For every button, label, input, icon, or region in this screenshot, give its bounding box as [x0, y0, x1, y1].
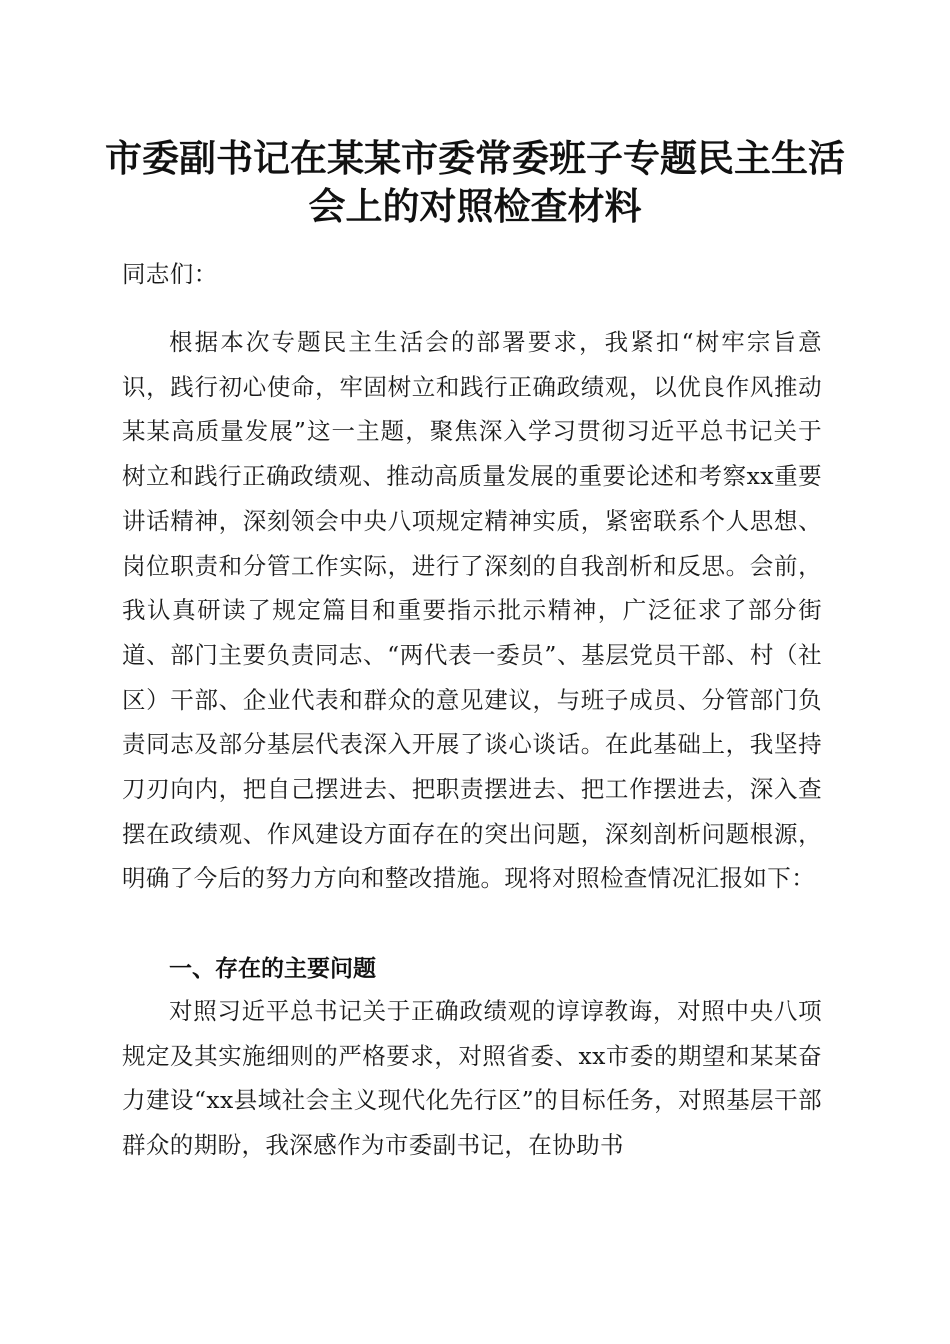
section-heading-main-problems: 一、存在的主要问题 — [169, 956, 376, 982]
salutation: 同志们： — [122, 260, 218, 288]
title-line-1: 市委副书记在某某市委常委班子专题民主生活 — [105, 136, 845, 180]
intro-paragraph: 根据本次专题民主生活会的部署要求，我紧扣“树牢宗旨意识，践行初心使命，牢固树立和践行正确政绩观，以优良作风推动某某高质量发展”这一主题，聚焦深入学习贯彻习近平总书记关于树立和践行正确政绩观、推动高质量发展的重要论述和考察xx重要讲话精神，深刻领会中央八项规定精神实质，紧密联系个人思想、岗位职责和分管工作实际，进行了深刻的自我剖析和反思。会前，我认真研读了规定篇目和重要指示批示精神，广泛征求了部分街道、部门主要负责同志、“两代表一委员”、基层党员干部、村（社区）干部、企业代表和群众的意见建议，与班子成员、分管部门负责同志及部分基层代表深入开展了谈心谈话。在此基础上，我坚持刀刃向内，把自己摆进去、把职责摆进去、把工作摆进去，深入查摆在政绩观、作风建设方面存在的突出问题，深刻剖析问题根源，明确了今后的努力方向和整改措施。现将对照检查情况汇报如下： — [122, 328, 822, 893]
title-line-2: 会上的对照检查材料 — [308, 184, 642, 228]
section-1-paragraph: 对照习近平总书记关于正确政绩观的谆谆教诲，对照中央八项规定及其实施细则的严格要求，对照省委、xx市委的期望和某某奋力建设“xx县域社会主义现代化先行区”的目标任务，对照基层干部群众的期盼，我深感作为市委副书记，在协助书 — [122, 997, 822, 1160]
document-title — [100, 134, 850, 230]
